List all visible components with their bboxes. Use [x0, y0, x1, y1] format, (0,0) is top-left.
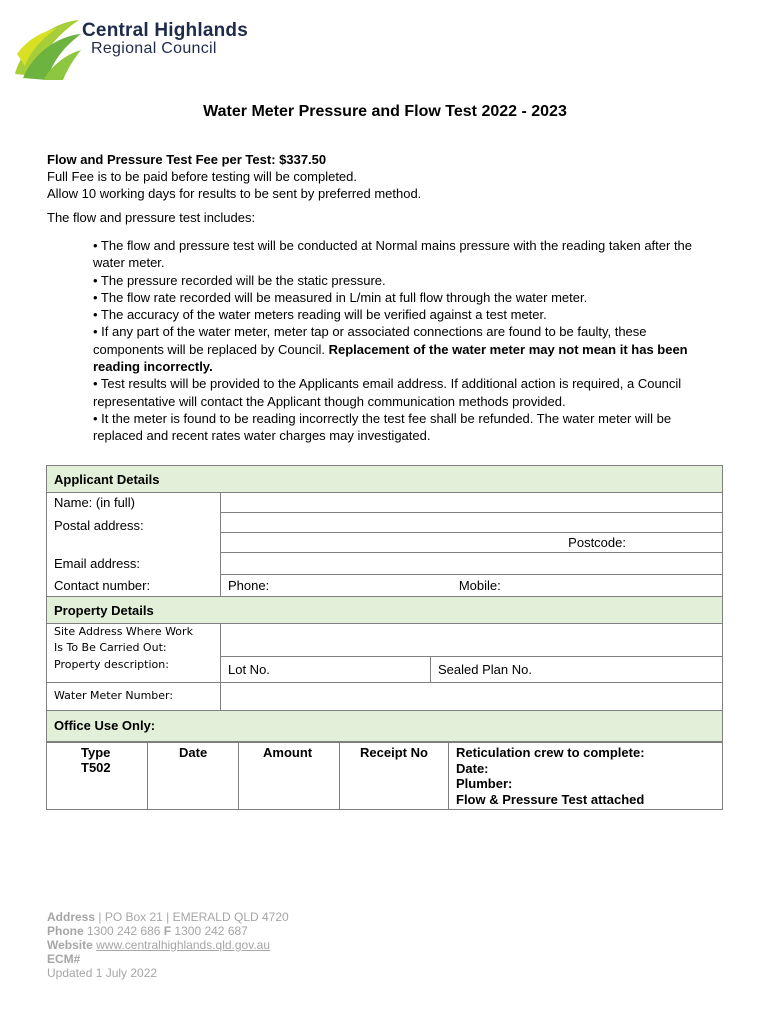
property-details-heading: Property Details [47, 597, 723, 624]
office-use-heading: Office Use Only: [47, 710, 723, 741]
bullet-item: • The flow and pressure test will be conducted at Normal mains pressure with the reading taken after the water meter. [93, 238, 693, 271]
crew-line-1: Reticulation crew to complete: [456, 745, 645, 760]
bullet-item: • The accuracy of the water meters reading will be verified against a test meter. [93, 307, 547, 323]
postcode-field[interactable] [221, 533, 723, 553]
bullet-item: • Test results will be provided to the Applicants email address. If additional action is required, a Council representative will contact the Applicant though communication methods provided. [93, 376, 682, 409]
type-cell [47, 743, 148, 810]
postcode-label: Postcode: [568, 535, 626, 550]
site-address-field[interactable] [221, 624, 723, 657]
site-address-label-line1: Site Address Where Work [54, 625, 193, 638]
water-meter-number-field[interactable] [221, 682, 723, 710]
includes-label: The flow and pressure test includes: [47, 210, 256, 225]
intro-line-3: Allow 10 working days for results to be sent by preferred method. [47, 186, 422, 201]
contact-number-field[interactable] [221, 575, 723, 597]
water-meter-number-label: Water Meter Number: [47, 682, 221, 710]
intro-line-2: Full Fee is to be paid before testing will be completed. [47, 169, 358, 184]
lot-number-field[interactable] [221, 656, 431, 682]
footer-ecm [47, 952, 289, 966]
sealed-plan-field[interactable] [431, 656, 723, 682]
fax-label: F [163, 924, 172, 938]
crew-line-3: Plumber: [456, 776, 513, 791]
footer-address-line [47, 910, 289, 924]
reticulation-cell [449, 743, 723, 810]
postal-address-label: Postal address: [47, 513, 221, 553]
website-link[interactable]: www.centralhighlands.qld.gov.au [96, 938, 271, 952]
sealed-plan-label: Sealed Plan No. [438, 661, 532, 677]
fax-text: 1300 242 687 [171, 924, 248, 938]
email-field[interactable] [221, 553, 723, 575]
footer-website-line [47, 938, 289, 952]
name-field[interactable] [221, 493, 723, 513]
bullet-list [93, 237, 718, 445]
bullet-item: • The flow rate recorded will be measured in L/min at full flow through the water meter. [93, 289, 588, 305]
footer-phone-line [47, 924, 289, 938]
phone-text: 1300 242 686 [83, 924, 164, 938]
bullet-bold-text: Replacement of the water meter may not mean it has been reading incorrectly. [93, 341, 688, 375]
ecm-label: ECM# [47, 952, 81, 966]
fee-line: Flow and Pressure Test Fee per Test: $337.50 [47, 152, 327, 167]
address-label: Address [47, 910, 96, 924]
mobile-label: Mobile: [458, 578, 501, 593]
address-text: | PO Box 21 | EMERALD QLD 4720 [95, 910, 289, 924]
footer-updated: Updated 1 July 2022 [47, 966, 158, 980]
bullet-item: • It the meter is found to be reading incorrectly the test fee shall be refunded. The water meter will be replaced and recent rates water charges may investigated. [93, 410, 672, 444]
footer [47, 910, 289, 980]
applicant-details-heading: Applicant Details [47, 466, 723, 493]
property-description-label: Property description: [47, 656, 221, 682]
bullet-item [93, 323, 718, 375]
receipt-cell: Receipt No [340, 743, 449, 810]
intro-block [47, 151, 421, 202]
org-name-line2: Regional Council [91, 40, 217, 57]
office-use-table [46, 742, 723, 810]
lot-number-label: Lot No. [228, 661, 270, 677]
amount-cell: Amount [239, 743, 340, 810]
postal-address-field[interactable] [221, 513, 723, 533]
website-label: Website [47, 938, 93, 952]
council-logo-icon [13, 14, 83, 82]
type-label: Type [81, 745, 111, 760]
date-cell: Date [148, 743, 239, 810]
crew-line-2: Date: [456, 760, 489, 776]
email-label: Email address: [47, 553, 221, 575]
phone-label: Phone [47, 924, 84, 938]
site-address-label-line2: Is To Be Carried Out: [54, 641, 167, 654]
bullet-text: • If any part of the water meter, meter tap or associated connections are found to be faulty, these components will be replaced by Council. [93, 324, 647, 357]
contact-number-label: Contact number: [47, 575, 221, 597]
application-form [46, 465, 723, 742]
site-address-label [47, 624, 221, 657]
type-code: T502 [81, 760, 111, 775]
org-name-line1: Central Highlands [82, 20, 248, 41]
crew-line-4: Flow & Pressure Test attached [456, 791, 645, 807]
bullet-item: • The pressure recorded will be the static pressure. [93, 272, 386, 288]
page-title: Water Meter Pressure and Flow Test 2022 - 2023 [203, 103, 567, 120]
phone-label: Phone: [228, 578, 270, 593]
name-label: Name: (in full) [47, 493, 221, 513]
